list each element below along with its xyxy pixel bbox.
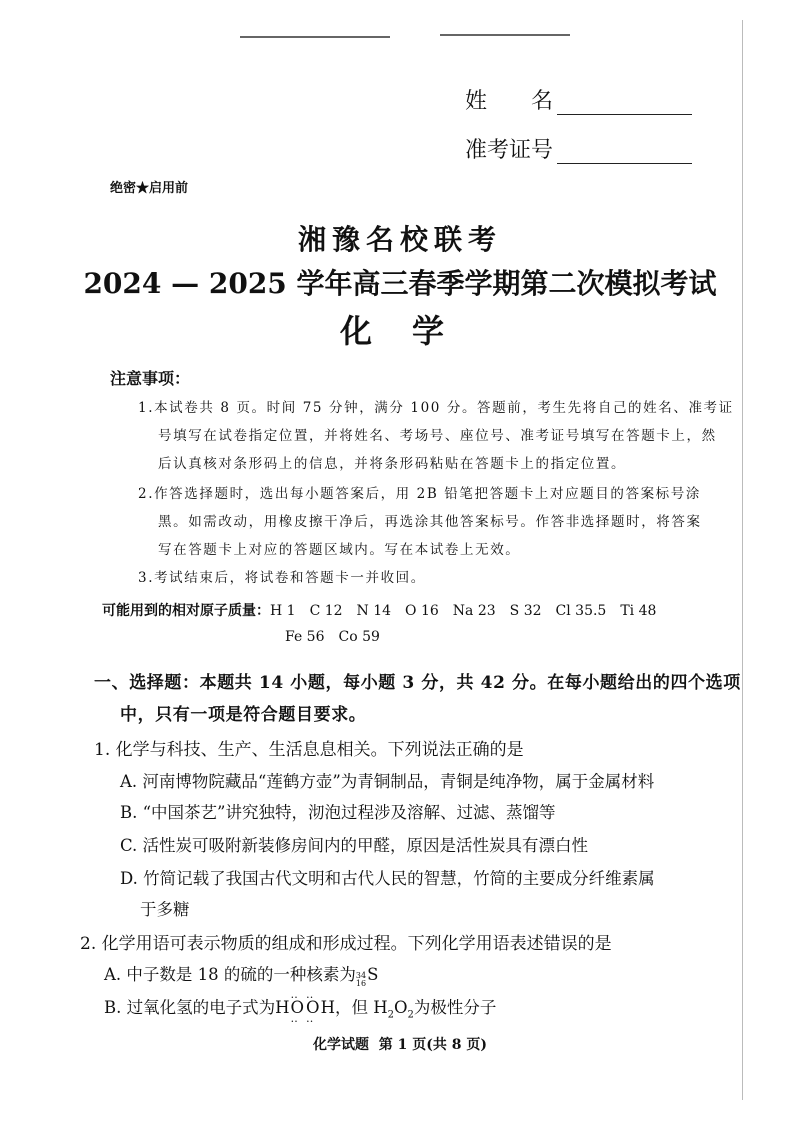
- electron-formula: [275, 998, 335, 1017]
- option-b-tail: 为极性分子: [413, 998, 497, 1017]
- question-1-option-c: C. 活性炭可吸附新装修房间内的甲醛，原因是活性炭具有漂白性: [120, 836, 589, 855]
- question-2-option-a: [104, 961, 378, 988]
- question-2-option-b: [104, 994, 496, 1020]
- atomic-mass-label: 可能用到的相对原子质量：: [102, 603, 270, 619]
- formula-o: O: [306, 998, 320, 1017]
- question-1-option-d: D. 竹简记载了我国古代文明和古代人民的智慧，竹简的主要成分纤维素属: [120, 869, 655, 888]
- name-blank[interactable]: [557, 92, 692, 115]
- name-label: 姓 名: [465, 89, 554, 114]
- notice-line: 后认真核对条形码上的信息，并将条形码粘贴在答题卡上的指定位置。: [158, 456, 627, 472]
- section-heading: 一、选择题：本题共 14 小题，每小题 3 分，共 42 分。在每小题给出的四个选项: [94, 673, 741, 693]
- formula-o: O: [290, 998, 305, 1017]
- notice-line: 黑。如需改动，用橡皮擦干净后，再选涂其他答案标号。作答非选择题时，将答案: [158, 514, 702, 530]
- isotope-numbers: [356, 972, 366, 988]
- exam-union-title: 湘豫名校联考: [297, 223, 502, 256]
- subscript: 2: [387, 1009, 394, 1021]
- notice-line: 2.作答选择题时，选出每小题答案后，用 2B 铅笔把答题卡上对应题目的答案标号涂: [138, 486, 701, 502]
- atomic-mass-values: H 1 C 12 N 14 O 16 Na 23 S 32 Cl 35.5 Ti 48: [270, 603, 657, 619]
- option-a-text: A. 中子数是 18 的硫的一种核素为: [104, 965, 356, 984]
- question-1-option-b: B. “中国茶艺”讲究独特，沏泡过程涉及溶解、过滤、蒸馏等: [120, 803, 556, 822]
- element-symbol: S: [367, 965, 379, 984]
- scan-line-left: [240, 36, 390, 38]
- scan-edge-right: [742, 20, 743, 1100]
- question-1-option-d-cont: 于多糖: [140, 900, 190, 919]
- page-footer: 化学试题 第 1 页(共 8 页): [313, 1037, 487, 1053]
- subscript: 2: [407, 1009, 414, 1021]
- section-heading-cont: 中，只有一项是符合题目要求。: [120, 705, 367, 725]
- exam-id-blank[interactable]: [557, 141, 692, 164]
- notice-heading: 注意事项：: [110, 369, 191, 388]
- question-1-stem: 1. 化学与科技、生产、生活息息相关。下列说法正确的是: [94, 740, 524, 760]
- notice-line: 1.本试卷共 8 页。时间 75 分钟，满分 100 分。答题前，考生先将自己的姓名、准考证: [138, 400, 734, 416]
- formula-h: H: [275, 998, 290, 1017]
- subject-title: 化学: [340, 312, 485, 350]
- scan-line-right: [440, 34, 570, 36]
- notice-line: 写在答题卡上对应的答题区域内。写在本试卷上无效。: [158, 542, 521, 558]
- secret-label: 绝密★启用前: [110, 181, 189, 196]
- option-b-text: B. 过氧化氢的电子式为: [104, 998, 276, 1017]
- exam-id-field[interactable]: [465, 133, 692, 164]
- question-2-stem: 2. 化学用语可表示物质的组成和形成过程。下列化学用语表述错误的是: [80, 934, 612, 954]
- question-1-option-a: A. 河南博物院藏品“莲鹤方壶”为青铜制品，青铜是纯净物，属于金属材料: [120, 772, 655, 791]
- notice-line: 3.考试结束后，将试卷和答题卡一并收回。: [138, 570, 426, 586]
- name-field[interactable]: [465, 84, 692, 115]
- exam-title: 2024 — 2025 学年高三春季学期第二次模拟考试: [83, 267, 717, 300]
- formula-h: H: [320, 998, 335, 1017]
- atomic-number: 16: [355, 979, 367, 988]
- option-b-tail: O: [393, 998, 408, 1017]
- notice-line: 号填写在试卷指定位置，并将姓名、考场号、座位号、准考证号填写在答题卡上，然: [158, 428, 717, 444]
- exam-id-label: 准考证号: [465, 138, 554, 163]
- mass-number: 34: [355, 971, 367, 980]
- atomic-mass-line2: Fe 56 Co 59: [285, 629, 380, 645]
- option-b-tail: ，但 H: [334, 998, 388, 1017]
- atomic-mass-line: [102, 600, 656, 620]
